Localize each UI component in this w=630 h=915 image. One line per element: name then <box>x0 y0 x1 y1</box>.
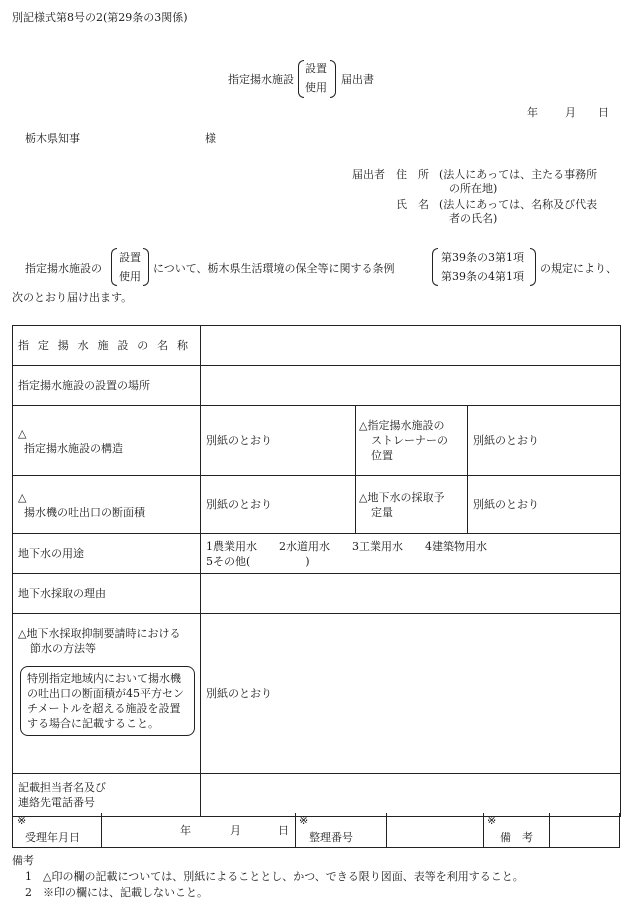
table-row <box>13 406 621 476</box>
facility-place-label <box>13 366 201 406</box>
date-month: 月 <box>565 106 576 119</box>
use-options-line1: 1農業用水 2水道用水 3工業用水 4建築物用水 <box>206 539 487 553</box>
notification-table <box>12 325 621 817</box>
facility-name-label <box>13 326 201 366</box>
divider <box>386 813 387 847</box>
statement-part2: について、栃木県生活環境の保全等に関する条例 <box>153 262 395 275</box>
table-row <box>13 614 621 774</box>
received-year: 年 <box>180 824 191 837</box>
divider <box>483 813 484 847</box>
intake-label <box>356 476 468 534</box>
water-saving-label-line1: △地下水採取抑制要請時における <box>18 627 181 640</box>
use-label <box>13 534 201 574</box>
statement-line2: 次のとおり届け出ます。 <box>12 291 133 304</box>
address-note-2: の所在地) <box>449 182 498 195</box>
mark-ref: ※ <box>299 814 309 827</box>
title-right-brace <box>330 60 336 98</box>
use-options-line2: 5その他( ) <box>206 554 310 568</box>
divider <box>101 813 102 847</box>
structure-label <box>13 406 201 476</box>
address-note-1: (法人にあっては、主たる事務所 <box>439 168 598 181</box>
intake-label-line2: 定量 <box>371 505 393 519</box>
statement-brace-right-2 <box>530 248 536 286</box>
notes-heading: 備考 <box>12 854 34 867</box>
reason-field[interactable] <box>201 574 621 614</box>
intake-label-line1: △地下水の採取予 <box>359 490 445 504</box>
name-note-2: 者の氏名) <box>449 212 498 225</box>
reason-label-text: 地下水採取の理由 <box>18 587 106 600</box>
intake-value[interactable]: 別紙のとおり <box>468 476 621 534</box>
address-label: 住 所 <box>396 168 429 181</box>
divider <box>295 813 296 847</box>
title-option-install: 設置 <box>305 62 327 75</box>
strainer-label <box>356 406 468 476</box>
outlet-section-value[interactable]: 別紙のとおり <box>201 476 356 534</box>
statement-article-2: 第39条の4第1項 <box>441 270 524 283</box>
note-2: 2 ※印の欄には、記載しないこと。 <box>25 886 208 899</box>
structure-value[interactable]: 別紙のとおり <box>201 406 356 476</box>
strainer-label-line2: ストレーナーの <box>371 434 448 447</box>
strainer-label-line3: 位置 <box>371 449 393 462</box>
received-month: 月 <box>230 824 241 837</box>
received-day: 日 <box>278 824 289 837</box>
contact-label-line2: 連絡先電話番号 <box>18 796 95 809</box>
statement-brace-left-2 <box>432 248 438 286</box>
table-row <box>13 534 621 574</box>
facility-name-label-text: 指 定 揚 水 施 設 の 名 称 <box>18 339 188 352</box>
applicant-label: 届出者 <box>352 168 385 181</box>
title-option-use: 使用 <box>305 81 327 94</box>
table-row <box>13 366 621 406</box>
table-row <box>13 774 621 817</box>
ref-number-label: 整理番号 <box>309 831 353 844</box>
office-use-row <box>12 813 620 848</box>
name-note-1: (法人にあっては、名称及び代表 <box>439 198 598 211</box>
reason-label <box>13 574 201 614</box>
facility-place-label-text: 指定揚水施設の設置の場所 <box>18 379 150 392</box>
title-suffix: 届出書 <box>341 73 374 86</box>
water-saving-label <box>13 614 201 774</box>
use-label-text: 地下水の用途 <box>18 547 84 560</box>
form-number: 別記様式第8号の2(第29条の3関係) <box>12 11 188 24</box>
note-1: 1 △印の欄の記載については、別紙によることとし、かつ、できる限り図面、表等を利用すること。 <box>25 870 524 883</box>
outlet-section-label <box>13 476 201 534</box>
water-saving-note: 特別指定地域内において揚水機の吐出口の断面積が45平方センチメートルを超える施設を設置する場合に記載すること。 <box>20 666 195 736</box>
facility-place-field[interactable] <box>201 366 621 406</box>
date-day: 日 <box>598 106 609 119</box>
contact-label-line1: 記載担当者名及び <box>18 781 106 794</box>
table-row <box>13 326 621 366</box>
triangle-mark: △ <box>18 490 27 504</box>
statement-article-1: 第39条の3第1項 <box>441 251 524 264</box>
facility-name-field[interactable] <box>201 326 621 366</box>
statement-part3: の規定により、 <box>540 262 617 275</box>
title-prefix: 指定揚水施設 <box>228 73 294 86</box>
mark-received: ※ <box>17 814 27 827</box>
table-row <box>13 476 621 534</box>
statement-brace-right-1 <box>143 248 149 286</box>
water-saving-label-line2: 節水の方法等 <box>30 642 96 655</box>
remarks-label: 備 考 <box>500 831 533 844</box>
recipient: 栃木県知事 <box>25 132 80 145</box>
water-saving-value[interactable]: 別紙のとおり <box>201 614 621 774</box>
triangle-mark: △ <box>18 426 27 440</box>
statement-part1: 指定揚水施設の <box>25 262 102 275</box>
statement-brace-left-1 <box>111 248 117 286</box>
statement-opt-use: 使用 <box>119 270 141 283</box>
outlet-section-label-text: 揚水機の吐出口の断面積 <box>24 505 145 519</box>
use-options[interactable] <box>201 534 621 574</box>
received-date-label: 受理年月日 <box>25 831 80 844</box>
statement-opt-install: 設置 <box>119 251 141 264</box>
divider <box>549 813 550 847</box>
table-row <box>13 574 621 614</box>
recipient-honorific: 様 <box>205 132 216 145</box>
mark-remarks: ※ <box>487 814 497 827</box>
contact-label <box>13 774 201 817</box>
title-left-brace <box>298 60 304 98</box>
strainer-value[interactable]: 別紙のとおり <box>468 406 621 476</box>
strainer-label-line1: △指定揚水施設の <box>359 419 445 432</box>
date-year: 年 <box>527 106 538 119</box>
contact-field[interactable] <box>201 774 621 817</box>
structure-label-text: 指定揚水施設の構造 <box>24 441 123 455</box>
name-label: 氏 名 <box>396 198 429 211</box>
